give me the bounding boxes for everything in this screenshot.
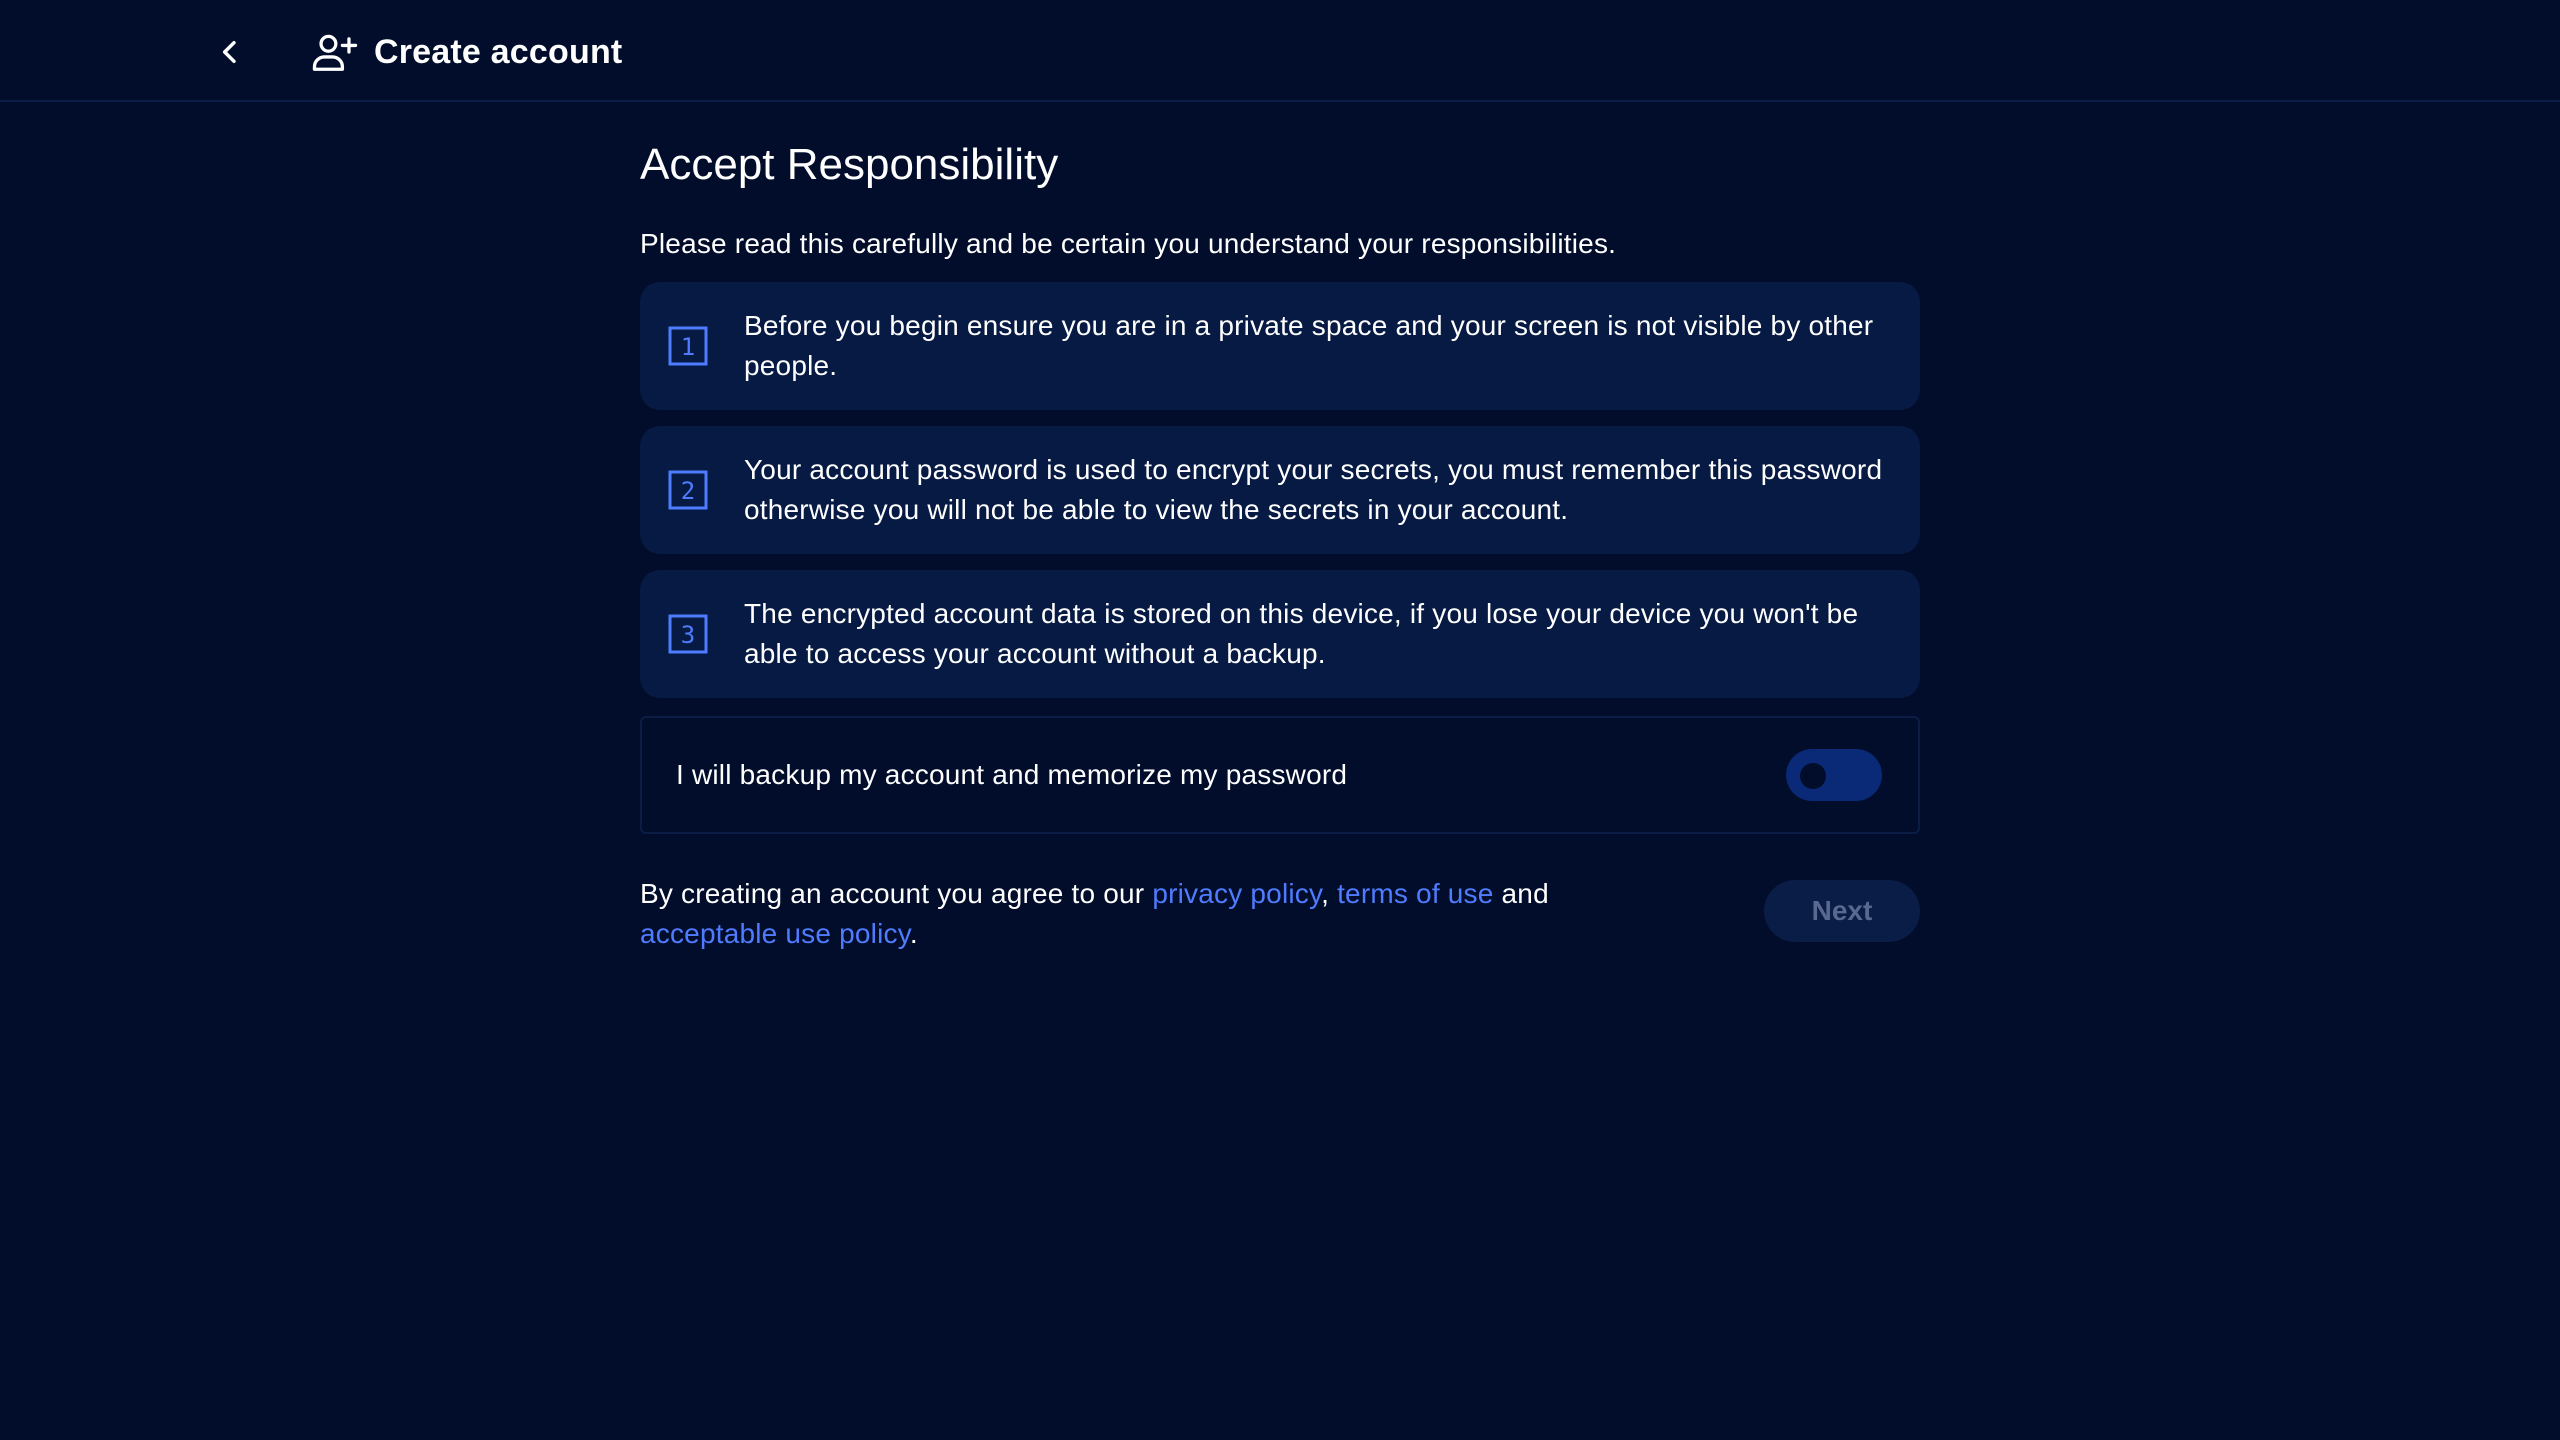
responsibility-item-1	[640, 282, 1920, 410]
back-button[interactable]	[204, 26, 256, 78]
main-content	[640, 130, 1920, 954]
footer-row	[640, 874, 1920, 954]
terms-of-use-link[interactable]: terms of use	[1337, 878, 1494, 909]
number-two-icon	[668, 470, 708, 510]
responsibility-list	[640, 282, 1920, 698]
user-plus-icon	[312, 32, 358, 72]
switch-knob	[1800, 763, 1826, 789]
agreement-and: and	[1493, 878, 1549, 909]
number-three-icon	[668, 614, 708, 654]
acknowledge-switch[interactable]	[1786, 749, 1882, 801]
next-button[interactable]: Next	[1764, 880, 1920, 942]
svg-text:3: 3	[680, 621, 696, 649]
intro-text: Please read this carefully and be certain you understand your responsibilities.	[640, 228, 1617, 259]
agreement-text	[640, 874, 1680, 954]
chevron-left-icon	[214, 36, 246, 68]
header-title-group	[312, 28, 622, 76]
top-bar	[0, 0, 2560, 102]
acceptable-use-policy-link[interactable]: acceptable use policy	[640, 918, 910, 949]
agreement-period: .	[909, 918, 918, 949]
agreement-comma: ,	[1321, 878, 1338, 909]
acknowledge-toggle-row[interactable]	[640, 716, 1920, 834]
svg-text:2: 2	[680, 477, 696, 505]
responsibility-text: Your account password is used to encrypt your secrets, you must remember this password otherwise you will not be able to view the secrets in your account.	[744, 454, 1883, 525]
agreement-prefix: By creating an account you agree to our	[640, 878, 1153, 909]
page-title: Accept Responsibility	[640, 140, 1059, 189]
acknowledge-label: I will backup my account and memorize my password	[676, 759, 1348, 790]
svg-text:1: 1	[680, 333, 696, 361]
header-title: Create account	[374, 32, 623, 71]
number-one-icon	[668, 326, 708, 366]
responsibility-text: Before you begin ensure you are in a private space and your screen is not visible by other people.	[744, 310, 1874, 381]
responsibility-item-3	[640, 570, 1920, 698]
responsibility-item-2	[640, 426, 1920, 554]
responsibility-text: The encrypted account data is stored on this device, if you lose your device you won't be able to access your account without a backup.	[744, 598, 1859, 669]
privacy-policy-link[interactable]: privacy policy	[1152, 878, 1322, 909]
